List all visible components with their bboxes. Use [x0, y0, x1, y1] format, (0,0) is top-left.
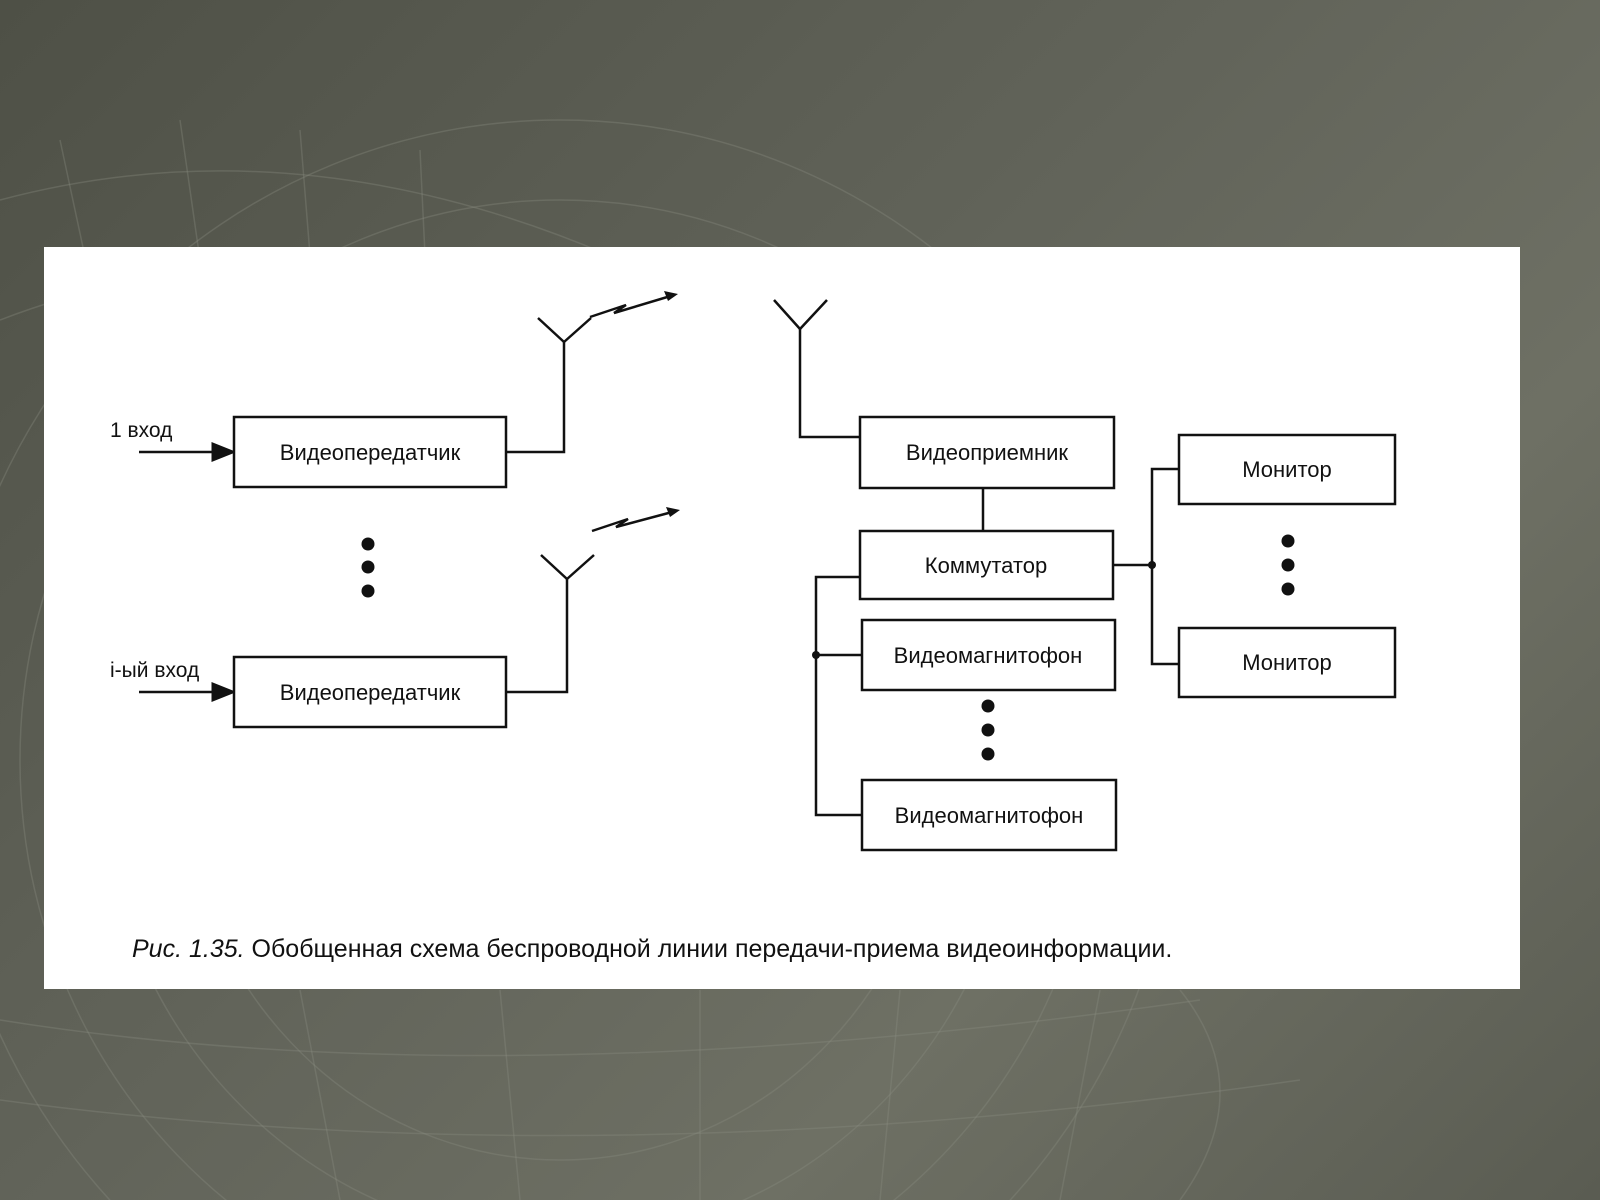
rx-antenna-line [800, 329, 860, 437]
ellipsis-dot-monitors-3 [1282, 583, 1295, 596]
figure-caption [132, 935, 1472, 964]
recorder-bus [816, 577, 862, 815]
input-label-i: i-ый вход [110, 659, 200, 682]
ellipsis-dot-monitors-2 [1282, 559, 1295, 572]
junction-dot-monitors [1148, 561, 1156, 569]
monitor-box-2 [1179, 628, 1395, 697]
diagram-card [44, 247, 1520, 989]
transmitter-label-1: Видеопередатчик [279, 440, 461, 465]
ellipsis-dot-monitors-1 [1282, 535, 1295, 548]
switch-label: Коммутатор [924, 553, 1048, 578]
wireless-signal-2-icon [592, 511, 676, 531]
junction-dot-recorders [812, 651, 820, 659]
monitor-label-1: Монитор [1242, 457, 1332, 482]
input-label-1: 1 вход [110, 419, 173, 442]
block-diagram [44, 247, 1520, 989]
ellipsis-dot-transmitters-2 [362, 561, 375, 574]
recorder-box-1 [862, 620, 1115, 690]
transmitter-label-i: Видеопередатчик [279, 680, 461, 705]
ellipsis-dot-transmitters-1 [362, 538, 375, 551]
rx-antenna-icon [774, 300, 827, 329]
transmitter-box-i [234, 657, 506, 727]
ellipsis-dot-recorders-2 [982, 724, 995, 737]
transmitter-box-1 [234, 417, 506, 487]
monitor-label-2: Монитор [1242, 650, 1332, 675]
tx1-antenna-line [506, 342, 564, 452]
switch-box [860, 531, 1113, 599]
recorder-label-2: Видеомагнитофон [894, 803, 1084, 828]
monitor-box-1 [1179, 435, 1395, 504]
figure-caption-text: Обобщенная схема беспроводной линии передачи-приема видеоинформации. [251, 935, 1173, 963]
receiver-box [860, 417, 1114, 488]
txi-antenna-icon [541, 555, 594, 579]
ellipsis-dot-recorders-1 [982, 700, 995, 713]
tx1-antenna-icon [538, 318, 591, 342]
wireless-arrowhead-2-icon [666, 507, 680, 517]
wireless-arrowhead-1-icon [664, 291, 678, 301]
figure-number: Рис. 1.35. [132, 935, 245, 963]
monitor-bus [1152, 469, 1179, 664]
ellipsis-dot-recorders-3 [982, 748, 995, 761]
ellipsis-dot-transmitters-3 [362, 585, 375, 598]
recorder-box-2 [862, 780, 1116, 850]
wireless-signal-1-icon [590, 295, 674, 317]
receiver-label: Видеоприемник [905, 440, 1069, 465]
recorder-label-1: Видеомагнитофон [893, 643, 1083, 668]
txi-antenna-line [506, 579, 567, 692]
